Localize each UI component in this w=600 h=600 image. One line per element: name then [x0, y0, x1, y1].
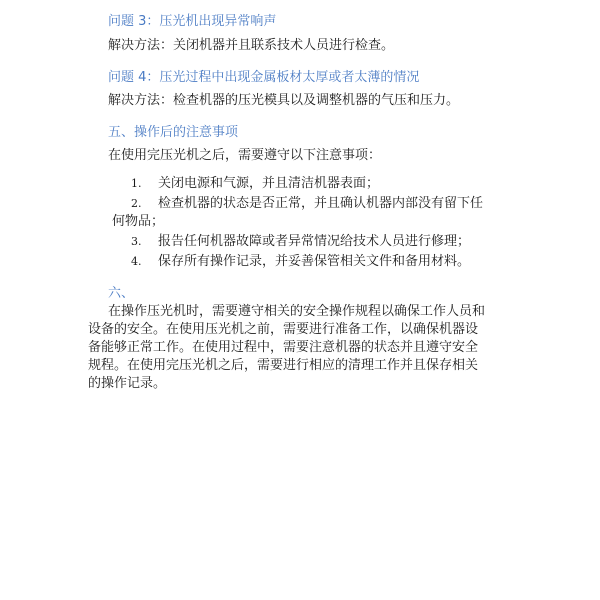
list-item: 检查机器的状态是否正常，并且确认机器内部没有留下任 — [158, 196, 484, 211]
summary-line: 的操作记录。 — [88, 376, 167, 391]
summary-paragraph — [88, 303, 518, 393]
list-item-number: 3. — [131, 235, 142, 248]
summary-line: 在操作压光机时，需要遵守相关的安全操作规程以确保工作人员和 — [108, 304, 486, 319]
summary-line: 备能够正常工作。在使用过程中，需要注意机器的状态并且遵守安全 — [88, 340, 479, 355]
problem4-solution: 解决方法：检查机器的压光模具以及调整机器的气压和压力。 — [108, 93, 460, 108]
problem3-heading: 问题 3：压光机出现异常响声 — [108, 14, 277, 29]
problem3-solution: 解决方法：关闭机器并且联系技术人员进行检查。 — [108, 38, 395, 53]
list-item-number: 4. — [131, 255, 142, 268]
list-item: 关闭电源和气源，并且清洁机器表面； — [158, 176, 380, 191]
section5-intro: 在使用完压光机之后，需要遵守以下注意事项： — [108, 148, 382, 163]
summary-line: 设备的安全。在使用压光机之前，需要进行准备工作，以确保机器设 — [88, 322, 479, 337]
list-item-number: 2. — [131, 197, 142, 210]
problem4-heading: 问题 4：压光过程中出现金属板材太厚或者太薄的情况 — [108, 70, 420, 85]
section5-heading: 五、操作后的注意事项 — [108, 125, 239, 140]
summary-line: 规程。在使用完压光机之后，需要进行相应的清理工作并且保存相关 — [88, 358, 479, 373]
list-item: 保存所有操作记录，并妥善保管相关文件和备用材料。 — [158, 254, 471, 269]
list-item-continuation: 何物品； — [112, 214, 165, 229]
section6-heading: 六、 — [108, 286, 135, 301]
list-item-number: 1. — [131, 177, 142, 190]
list-item: 报告任何机器故障或者异常情况给技术人员进行修理； — [158, 234, 471, 249]
